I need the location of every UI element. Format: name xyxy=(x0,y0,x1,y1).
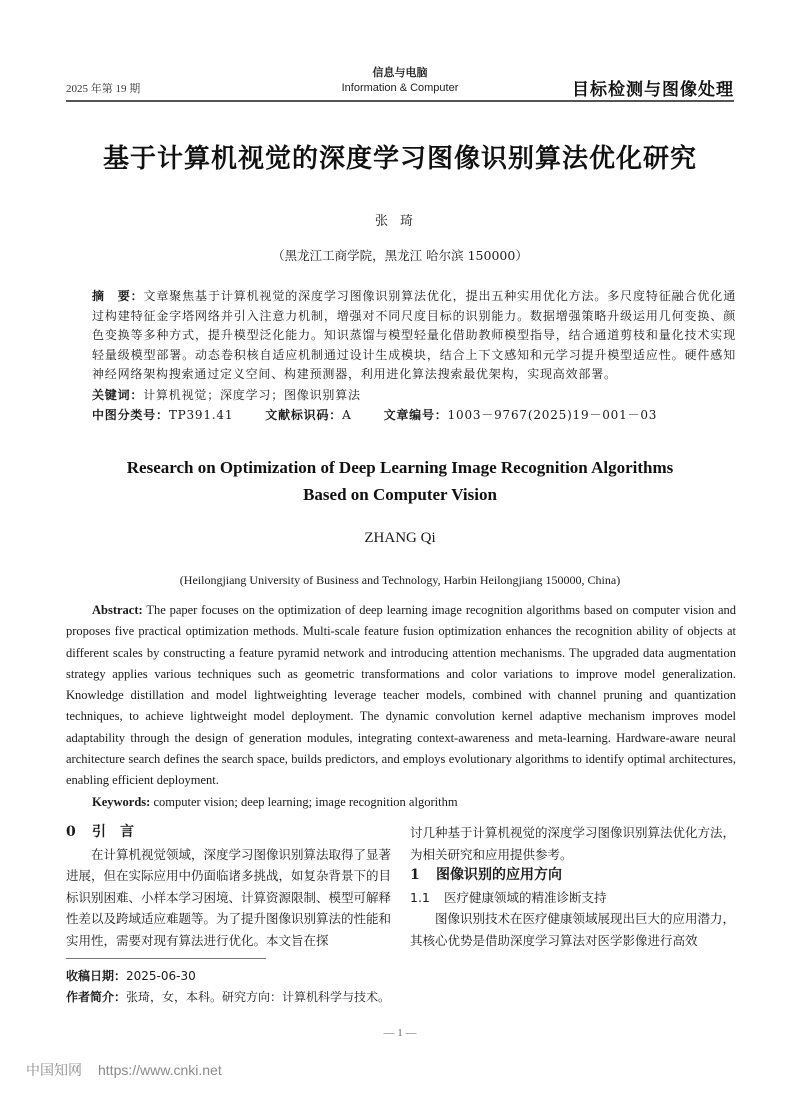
cnki-watermark xyxy=(26,1060,222,1080)
keywords-cn-text: 计算机视觉；深度学习；图像识别算法 xyxy=(143,387,361,402)
abstract-cn-label: 摘 要： xyxy=(92,289,144,303)
watermark-url[interactable]: https://www.cnki.net xyxy=(98,1062,222,1078)
abstract-en-block xyxy=(66,600,736,813)
clc-value: TP391.41 xyxy=(168,407,234,422)
section-title: 引 言 xyxy=(92,824,134,840)
abstract-cn xyxy=(66,287,736,385)
section-number: 0 xyxy=(66,824,76,840)
subsection-title: 医疗健康领域的精准诊断支持 xyxy=(444,889,607,905)
received-date-value: 2025-06-30 xyxy=(126,969,196,983)
section-heading-0 xyxy=(66,822,391,844)
footnotes xyxy=(66,966,466,1008)
received-date xyxy=(66,966,466,987)
section-title: 图像识别的应用方向 xyxy=(436,867,562,883)
section-number: 1 xyxy=(410,867,420,883)
subsection-heading-1-1 xyxy=(410,887,735,909)
journal-name-cn: 信息与电脑 xyxy=(372,67,428,79)
author-en: ZHANG Qi xyxy=(364,530,436,546)
doc-code-label: 文献标识码： xyxy=(265,407,343,422)
clc-label: 中图分类号： xyxy=(92,407,169,422)
intro-paragraph: 在计算机视觉领域，深度学习图像识别算法取得了显著进展，但在实际应用中仍面临诸多挑战，如复杂背景下的目标识别困难、小样本学习困境、计算资源限制、模型可解释性差以及跨域适应难题等。为了提升图像识别算法的性能和实用性，需要对现有算法进行优化。本文旨在探 xyxy=(66,846,392,948)
abstract-en-text: The paper focuses on the optimization of deep learning image recognition algorithms based on computer vision and proposes five practical optimization methods. Multi-scale feature fusion optimization enhances the recognition ability of objects at different scales by constructing a feature pyramid network and introducing attention mechanisms. The upgraded data augmentation strategy applies various techniques such as geometric transformations and color variations to improve model generalization. Knowledge distillation and model lightweighting leverage teacher models, combined with channel pruning and quantization techniques, to achieve lightweight model deployment. The dynamic convolution kernel adaptive mechanism improves model adaptability through the design of generation modules, integrating context-awareness and meta-learning. Hardware-aware neural architecture search defines the search space, builds predictors, and employs evolutionary algorithms to identify optimal architectures, enabling efficient deployment. xyxy=(66,603,737,788)
paper-title-cn: 基于计算机视觉的深度学习图像识别算法优化研究 xyxy=(102,144,697,174)
keywords-en xyxy=(66,792,736,813)
article-no-label: 文章编号： xyxy=(383,407,448,422)
intro-paragraph-continued: 讨几种基于计算机视觉的深度学习图像识别算法优化方法，为相关研究和应用提供参考。 xyxy=(410,825,736,862)
keywords-cn-label: 关键词： xyxy=(92,387,144,402)
author-bio-label: 作者简介： xyxy=(66,990,127,1004)
author-bio xyxy=(66,987,466,1008)
section-1-1-paragraph: 图像识别技术在医疗健康领域展现出巨大的应用潜力，其核心优势是借助深度学习算法对医学影像进行高效 xyxy=(410,911,736,948)
abstract-en-label: Abstract: xyxy=(92,603,143,617)
author-cn: 张琦 xyxy=(374,214,425,229)
header-divider xyxy=(66,100,734,102)
affiliation-cn: （黑龙江工商学院，黑龙江 哈尔滨 150000） xyxy=(272,248,528,263)
body-column-left xyxy=(66,822,391,951)
body-column-right xyxy=(410,822,735,951)
paper-title-en xyxy=(0,454,800,508)
abstract-cn-text: 文章聚焦基于计算机视觉的深度学习图像识别算法优化，提出五种实用优化方法。多尺度特征融合优化通过构建特征金字塔网络并引入注意力机制，增强对不同尺度目标的识别能力。数据增强策略升级运用几何变换、颜色变换等多种方式，提升模型泛化能力。知识蒸馏与模型轻量化借助教师模型指导，结合通道剪枝和量化技术实现轻量级模型部署。动态卷积核自适应机制通过设计生成模块，结合上下文感知和元学习提升模型适应性。硬件感知神经网络架构搜索通过定义空间、构建预测器，利用进化算法搜索最优架构，实现高效部署。 xyxy=(92,289,736,381)
keywords-cn xyxy=(66,385,736,405)
author-bio-value: 张琦，女，本科。研究方向：计算机科学与技术。 xyxy=(126,990,391,1004)
abstract-cn-block xyxy=(66,287,736,425)
section-label: 目标检测与图像处理 xyxy=(572,80,734,100)
doc-code-value: A xyxy=(342,407,352,422)
article-no-value: 1003－9767(2025)19－001－03 xyxy=(447,407,658,422)
journal-name-en: Information & Computer xyxy=(341,82,459,94)
subsection-number: 1.1 xyxy=(410,889,430,905)
watermark-name: 中国知网 xyxy=(26,1062,82,1078)
issue-label: 2025 年第 19 期 xyxy=(66,83,141,95)
paper-title-en-line2: Based on Computer Vision xyxy=(303,485,497,504)
section-heading-1 xyxy=(410,865,735,887)
keywords-en-text: computer vision; deep learning; image recognition algorithm xyxy=(153,794,458,809)
abstract-en xyxy=(66,600,736,792)
paper-title-en-line1: Research on Optimization of Deep Learning Image Recognition Algorithms xyxy=(126,458,674,477)
affiliation-en: (Heilongjiang University of Business and Technology, Harbin Heilongjiang 150000, China) xyxy=(179,573,621,587)
classification-line xyxy=(66,405,736,425)
footnote-divider xyxy=(66,958,266,959)
received-date-label: 收稿日期： xyxy=(66,969,127,983)
page-number: — 1 — xyxy=(383,1027,417,1039)
keywords-en-label: Keywords: xyxy=(92,794,151,809)
